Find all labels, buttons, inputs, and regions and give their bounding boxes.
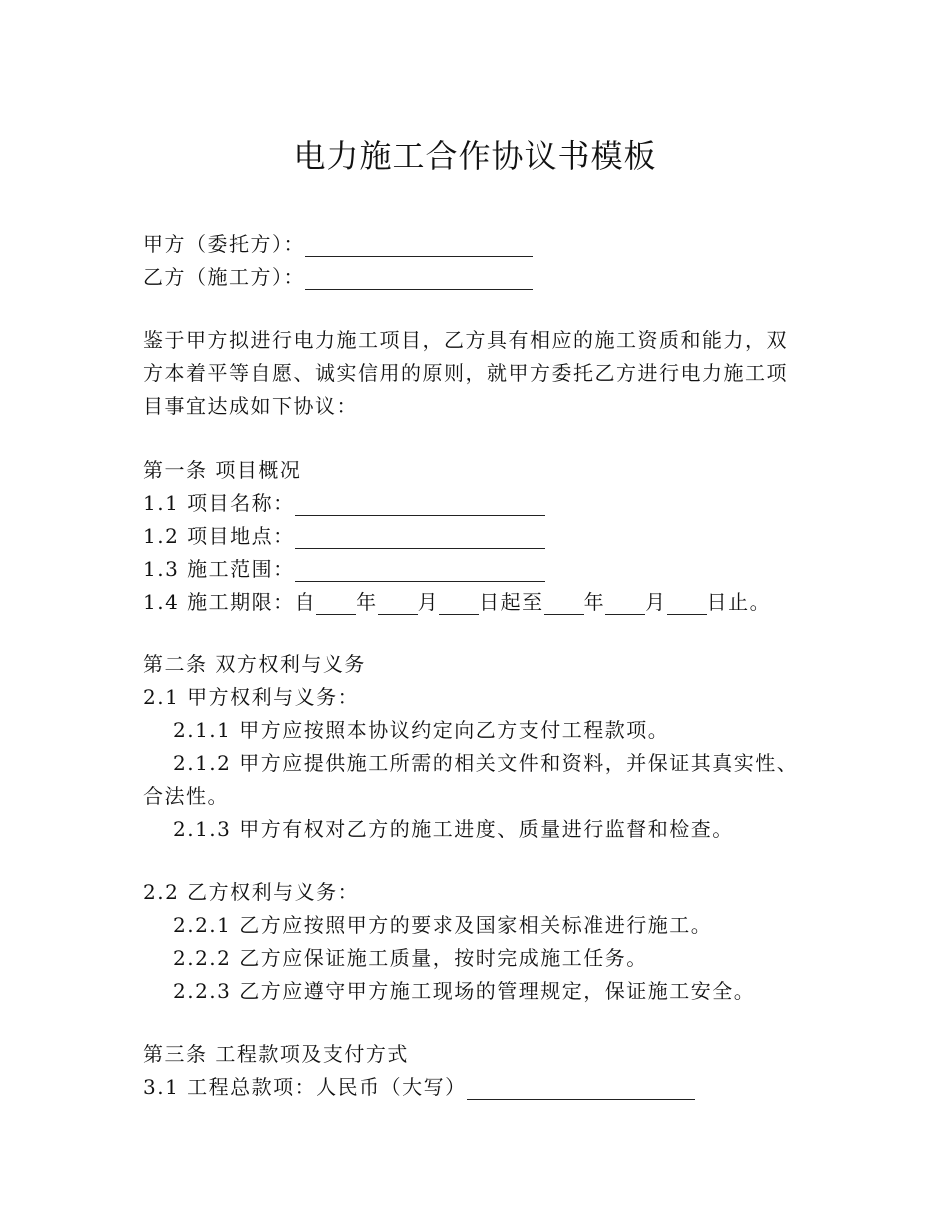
party-a-duties-heading: 2.1 甲方权利与义务： bbox=[143, 685, 360, 709]
project-location-label: 1.2 项目地点： bbox=[143, 524, 295, 548]
party-a-blank bbox=[305, 234, 533, 257]
party-a-duty-3: 2.1.3 甲方有权对乙方的施工进度、质量进行监督和检查。 bbox=[173, 817, 734, 841]
start-month-text: 月 bbox=[417, 590, 440, 614]
article2-heading: 第二条 双方权利与义务 bbox=[143, 652, 366, 676]
party-a-duty-2-line1: 2.1.2 甲方应提供施工所需的相关文件和资料，并保证其真实性、 bbox=[173, 751, 799, 775]
end-year-blank bbox=[544, 592, 584, 615]
project-scope-label: 1.3 施工范围： bbox=[143, 557, 295, 581]
party-a-label: 甲方（委托方）： bbox=[143, 232, 305, 256]
project-location-blank bbox=[295, 526, 545, 549]
article3-heading: 第三条 工程款项及支付方式 bbox=[143, 1042, 409, 1066]
party-b-line bbox=[143, 261, 533, 293]
total-amount-blank bbox=[467, 1077, 695, 1100]
project-name-label: 1.1 项目名称： bbox=[143, 491, 295, 515]
article3-item1 bbox=[143, 1071, 695, 1103]
party-b-duty-1: 2.2.1 乙方应按照甲方的要求及国家相关标准进行施工。 bbox=[173, 913, 713, 937]
party-b-duty-2: 2.2.2 乙方应保证施工质量，按时完成施工任务。 bbox=[173, 946, 648, 970]
project-scope-blank bbox=[295, 559, 545, 582]
end-year-text: 年 bbox=[583, 590, 606, 614]
start-day-text: 日起至 bbox=[479, 590, 544, 614]
end-month-text: 月 bbox=[645, 590, 667, 614]
end-day-blank bbox=[667, 592, 707, 615]
preamble-line-1: 鉴于甲方拟进行电力施工项目，乙方具有相应的施工资质和能力，双 bbox=[143, 328, 788, 352]
preamble-line-2: 方本着平等自愿、诚实信用的原则，就甲方委托乙方进行电力施工项 bbox=[143, 361, 788, 385]
party-b-blank bbox=[305, 267, 533, 290]
party-b-duties-heading: 2.2 乙方权利与义务： bbox=[143, 880, 360, 904]
period-label: 1.4 施工期限：自 bbox=[143, 590, 317, 614]
article1-item1 bbox=[143, 487, 545, 519]
party-b-label: 乙方（施工方）： bbox=[143, 265, 305, 289]
article1-item2 bbox=[143, 520, 545, 552]
start-year-blank bbox=[316, 592, 356, 615]
party-b-duty-3: 2.2.3 乙方应遵守甲方施工现场的管理规定，保证施工安全。 bbox=[173, 979, 756, 1003]
article1-item4 bbox=[143, 586, 771, 618]
document-title: 电力施工合作协议书模板 bbox=[293, 137, 657, 175]
start-month-blank bbox=[378, 592, 418, 615]
party-a-duty-1: 2.1.1 甲方应按照本协议约定向乙方支付工程款项。 bbox=[173, 718, 670, 742]
end-month-blank bbox=[605, 592, 645, 615]
article1-item3 bbox=[143, 553, 545, 585]
total-amount-label: 3.1 工程总款项：人民币（大写） bbox=[143, 1075, 467, 1099]
end-day-text: 日止。 bbox=[706, 590, 772, 614]
party-a-line bbox=[143, 228, 533, 260]
party-a-duty-2-line2: 合法性。 bbox=[143, 784, 229, 808]
start-day-blank bbox=[439, 592, 479, 615]
preamble-line-3: 目事宜达成如下协议： bbox=[143, 394, 358, 418]
article1-heading: 第一条 项目概况 bbox=[143, 458, 302, 482]
project-name-blank bbox=[295, 493, 545, 516]
start-year-text: 年 bbox=[356, 590, 378, 614]
